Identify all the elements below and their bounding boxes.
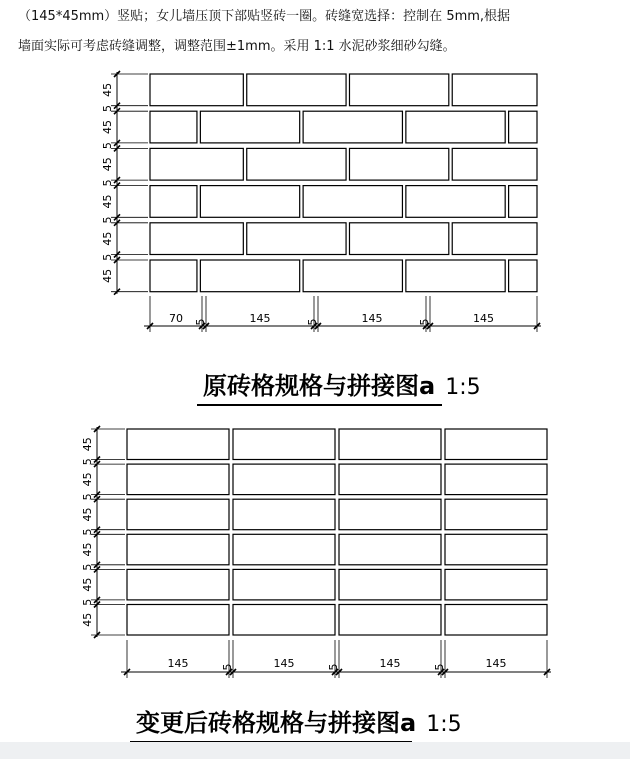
dim-label-a-vertical: 5: [101, 104, 114, 112]
brick-a: [349, 148, 448, 180]
dim-label-a-horizontal: 145: [473, 312, 494, 325]
caption-b: [136, 703, 462, 738]
dim-label-b-vertical: 45: [81, 542, 94, 557]
brick-a: [150, 260, 197, 292]
dim-label-a-horizontal: 70: [169, 312, 183, 325]
brick-b: [445, 569, 547, 600]
brick-a: [150, 148, 243, 180]
brick-b: [445, 464, 547, 495]
brick-a: [200, 260, 299, 292]
dim-label-a-vertical: 5: [101, 253, 114, 261]
dim-label-b-horizontal: 145: [485, 657, 507, 670]
dim-label-b-horizontal: 5: [433, 663, 446, 671]
dim-label-b-horizontal: 145: [379, 657, 401, 670]
dim-label-b-vertical: 45: [81, 507, 94, 522]
dim-label-a-vertical: 45: [101, 120, 114, 135]
dim-label-b-horizontal: 145: [273, 657, 295, 670]
dim-label-a-vertical: 45: [101, 268, 114, 283]
caption-a-underline: [197, 404, 442, 406]
dim-label-b-horizontal: 145: [167, 657, 189, 670]
brick-b: [127, 569, 229, 600]
brick-a: [406, 111, 505, 143]
brick-a: [406, 260, 505, 292]
brick-b: [127, 605, 229, 636]
dim-label-b-vertical: 45: [81, 472, 94, 487]
brick-b: [445, 499, 547, 530]
dim-label-b-vertical: 45: [81, 577, 94, 592]
brick-b: [233, 429, 335, 460]
caption-a-scale: 1:5: [445, 375, 481, 400]
brick-a: [349, 223, 448, 255]
brick-a: [452, 223, 537, 255]
brick-a: [509, 260, 537, 292]
brick-b: [339, 569, 441, 600]
dim-label-a-horizontal: 145: [361, 312, 383, 325]
dim-label-b-horizontal: 5: [221, 663, 234, 671]
brick-a: [452, 148, 537, 180]
dim-label-b-vertical: 5: [81, 528, 94, 536]
brick-b: [445, 429, 547, 460]
dim-label-a-vertical: 45: [101, 231, 114, 246]
brick-b: [127, 464, 229, 495]
brick-b: [233, 605, 335, 636]
dim-label-a-vertical: 5: [101, 216, 114, 224]
brick-b: [445, 605, 547, 636]
brick-b: [127, 534, 229, 565]
brick-b: [339, 429, 441, 460]
brick-b: [233, 464, 335, 495]
dim-label-a-vertical: 5: [101, 179, 114, 187]
brick-a: [509, 111, 537, 143]
brick-a: [200, 186, 299, 218]
dim-label-b-horizontal: 5: [327, 663, 340, 671]
brick-b: [233, 569, 335, 600]
brick-b: [127, 429, 229, 460]
brick-a: [452, 74, 537, 106]
caption-b-title: 变更后砖格规格与拼接图a: [136, 709, 417, 737]
brick-a: [150, 74, 243, 106]
brick-a: [247, 223, 346, 255]
dim-label-a-horizontal: 5: [194, 318, 207, 326]
brick-a: [303, 186, 402, 218]
brick-a: [247, 148, 346, 180]
dim-label-b-vertical: 5: [81, 563, 94, 571]
dim-label-a-vertical: 45: [101, 194, 114, 209]
dim-label-b-vertical: 45: [81, 612, 94, 627]
intro-line-2: 墙面实际可考虑砖缝调整，调整范围±1mm。采用 1:1 水泥砂浆细砂勾缝。: [18, 39, 456, 54]
brick-b: [127, 499, 229, 530]
brick-b: [339, 534, 441, 565]
brick-a: [150, 186, 197, 218]
brick-a: [406, 186, 505, 218]
brick-a: [200, 111, 299, 143]
dim-label-b-vertical: 45: [81, 437, 94, 452]
dim-label-a-vertical: 45: [101, 157, 114, 172]
dim-label-b-vertical: 5: [81, 493, 94, 501]
dim-label-b-vertical: 5: [81, 458, 94, 466]
caption-b-scale: 1:5: [426, 712, 462, 737]
brick-b: [233, 534, 335, 565]
brick-a: [303, 111, 402, 143]
diagram-b: [81, 426, 551, 678]
brick-a: [349, 74, 448, 106]
intro-line-1: （145*45mm）竖贴；女儿墙压顶下部贴竖砖一圈。砖缝宽选择：控制在 5mm,根据: [18, 9, 511, 24]
dim-label-a-vertical: 45: [101, 82, 114, 97]
dim-label-a-horizontal: 5: [418, 318, 431, 326]
brick-a: [509, 186, 537, 218]
dim-label-a-horizontal: 145: [249, 312, 271, 325]
brick-b: [233, 499, 335, 530]
brick-b: [339, 605, 441, 636]
dim-label-a-vertical: 5: [101, 142, 114, 150]
brick-b: [339, 499, 441, 530]
footer-band: [0, 742, 630, 759]
dim-label-b-vertical: 5: [81, 598, 94, 606]
dim-label-a-horizontal: 5: [306, 318, 319, 326]
brick-b: [339, 464, 441, 495]
caption-a-title: 原砖格规格与拼接图a: [203, 372, 436, 400]
brick-a: [150, 111, 197, 143]
brick-a: [150, 223, 243, 255]
diagram-a: [101, 71, 541, 332]
caption-a: [203, 366, 481, 401]
brick-a: [303, 260, 402, 292]
brick-a: [247, 74, 346, 106]
brick-b: [445, 534, 547, 565]
